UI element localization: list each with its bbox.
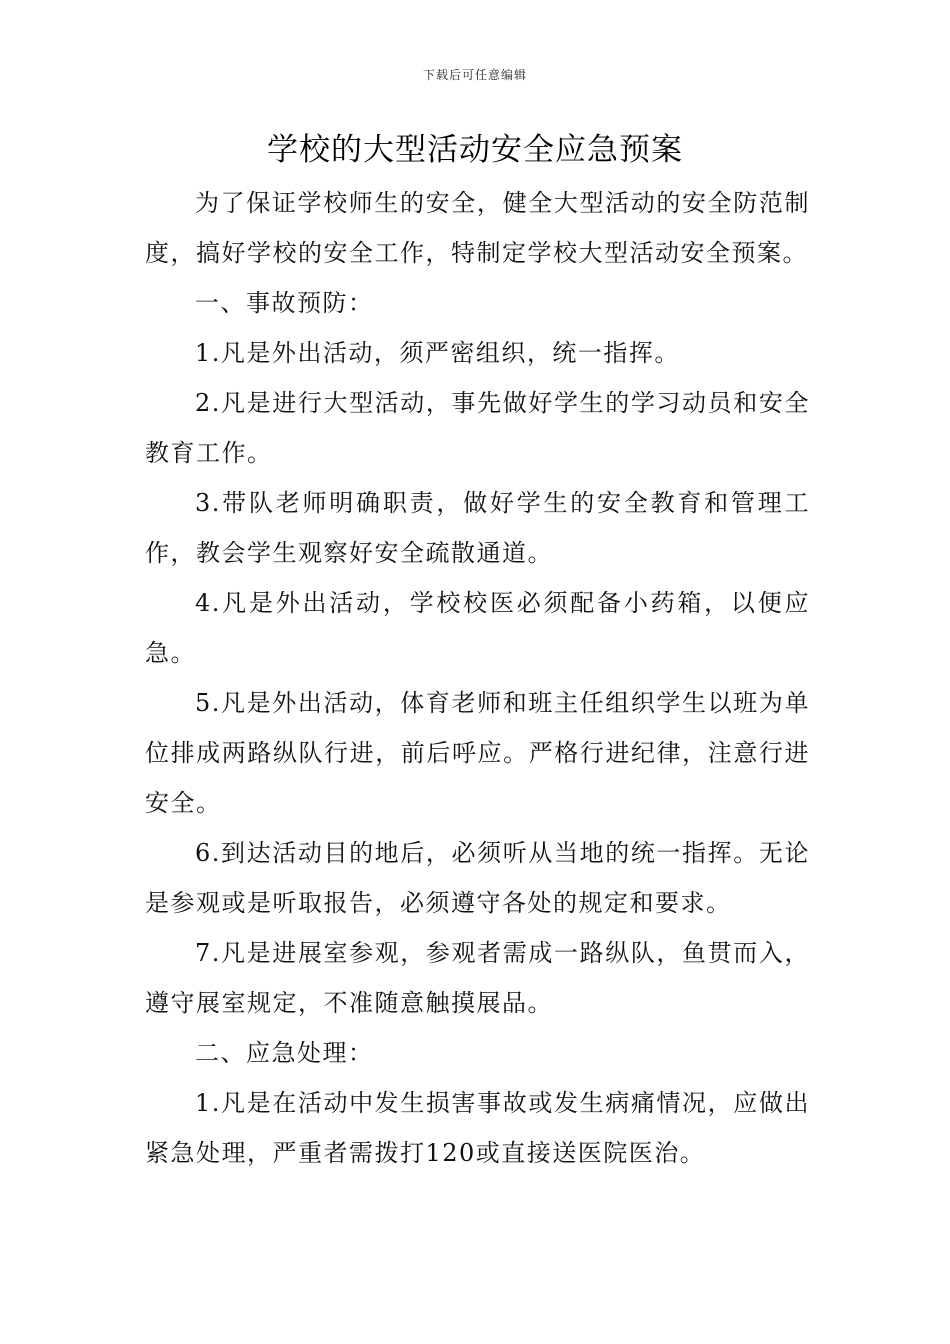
emergency-item-1: 1.凡是在活动中发生损害事故或发生病痛情况，应做出紧急处理，严重者需拨打120或直接送医院医治。 xyxy=(145,1089,810,1167)
prevention-item-2: 2.凡是进行大型活动，事先做好学生的学习动员和安全教育工作。 xyxy=(145,389,810,467)
section-heading-prevention: 一、事故预防： xyxy=(195,289,374,317)
prevention-item-5: 5.凡是外出活动，体育老师和班主任组织学生以班为单位排成两路纵队行进，前后呼应。严格行进纪律，注意行进安全。 xyxy=(145,689,810,817)
section-heading-emergency: 二、应急处理： xyxy=(195,1039,374,1067)
prevention-item-4: 4.凡是外出活动，学校校医必须配备小药箱，以便应急。 xyxy=(145,589,810,667)
document-title: 学校的大型活动安全应急预案 xyxy=(267,132,683,168)
header-note: 下载后可任意编辑 xyxy=(422,68,527,82)
document-body xyxy=(145,178,810,1178)
prevention-item-1: 1.凡是外出活动，须严密组织，统一指挥。 xyxy=(195,339,680,367)
prevention-item-6: 6.到达活动目的地后，必须听从当地的统一指挥。无论是参观或是听取报告，必须遵守各处的规定和要求。 xyxy=(145,839,810,917)
prevention-item-3: 3.带队老师明确职责，做好学生的安全教育和管理工作，教会学生观察好安全疏散通道。 xyxy=(145,489,810,567)
intro-paragraph: 为了保证学校师生的安全，健全大型活动的安全防范制度，搞好学校的安全工作，特制定学校大型活动安全预案。 xyxy=(145,189,810,267)
prevention-item-7: 7.凡是进展室参观，参观者需成一路纵队，鱼贯而入，遵守展室规定，不准随意触摸展品。 xyxy=(145,939,810,1017)
